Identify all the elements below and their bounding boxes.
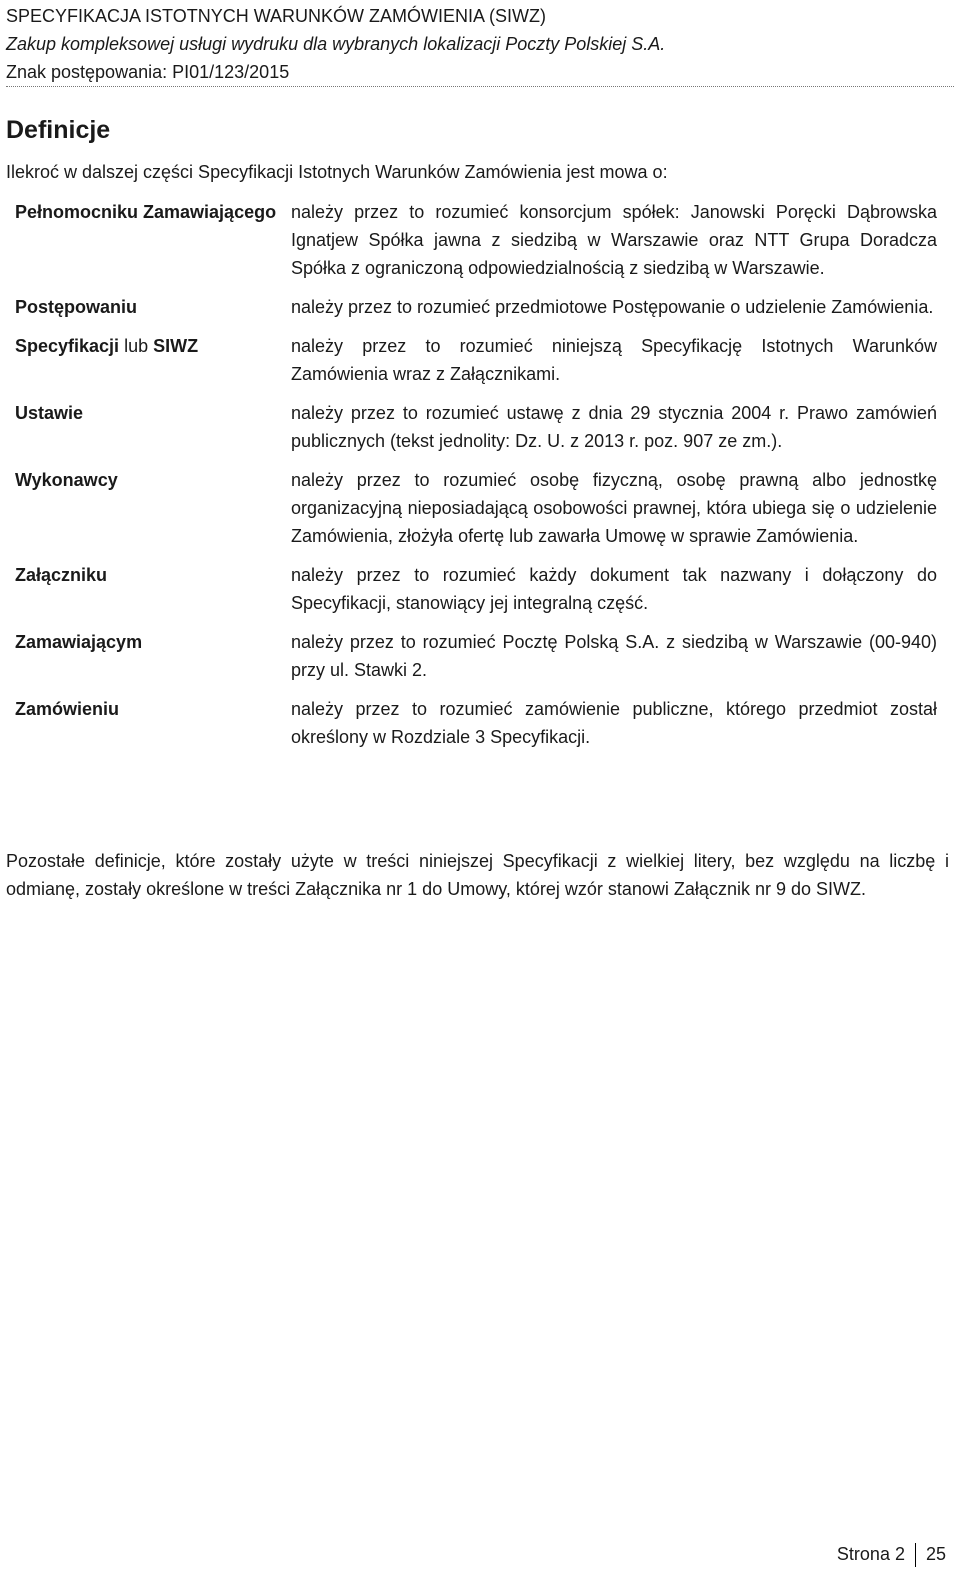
definition-text: należy przez to rozumieć niniejszą Specyfikację Istotnych Warunków Zamówienia wraz z Załącznikami. (291, 336, 937, 384)
definition-term: Zamawiającym (15, 632, 143, 652)
page-label: Strona 2 (836, 1544, 905, 1564)
definition-term: Zamówieniu (15, 699, 120, 719)
header-subject: Zakup kompleksowej usługi wydruku dla wybranych lokalizacji Poczty Polskiej S.A. (6, 34, 666, 54)
definition-row (15, 332, 937, 388)
header-divider (6, 86, 954, 87)
definition-term: SIWZ (153, 336, 199, 356)
page-footer (837, 1541, 946, 1567)
definition-term: Postępowaniu (15, 297, 138, 317)
definition-text: należy przez to rozumieć zamówienie publiczne, którego przedmiot został określony w Rozdziale 3 Specyfikacji. (291, 699, 937, 747)
definition-text: należy przez to rozumieć osobę fizyczną, osobę prawną albo jednostkę organizacyjną nieposiadającą osobowości prawnej, która ubiega się o udzielenie Zamówienia, złożyła ofertę lub zawarła Umowę w sprawie Zamówienia. (291, 470, 937, 546)
definition-row (15, 293, 937, 321)
definition-row (15, 561, 937, 617)
definition-term: Specyfikacji (15, 336, 120, 356)
definition-text: należy przez to rozumieć przedmiotowe Postępowanie o udzielenie Zamówienia. (291, 297, 934, 317)
definition-text: należy przez to rozumieć każdy dokument tak nazwany i dołączony do Specyfikacji, stanowiący jej integralną część. (291, 565, 937, 613)
header-title: SPECYFIKACJA ISTOTNYCH WARUNKÓW ZAMÓWIENIA (SIWZ) (6, 6, 547, 26)
definition-row (15, 198, 937, 282)
definition-row (15, 628, 937, 684)
definitions-list (15, 198, 937, 762)
definition-row (15, 399, 937, 455)
page-total: 25 (925, 1544, 946, 1564)
footer-separator (915, 1543, 916, 1567)
definition-row (15, 466, 937, 550)
definition-term: Załączniku (15, 565, 108, 585)
definition-text: należy przez to rozumieć ustawę z dnia 29 stycznia 2004 r. Prawo zamówień publicznych (tekst jednolity: Dz. U. z 2013 r. poz. 907 ze zm.). (291, 403, 937, 451)
definition-term-joiner: lub (119, 336, 154, 356)
definition-term: Pełnomocniku Zamawiającego (15, 202, 277, 222)
definition-text: należy przez to rozumieć konsorcjum spółek: Janowski Poręcki Dąbrowska Ignatjew Spółka jawna z siedzibą w Warszawie oraz NTT Grupa Doradcza Spółka z ograniczoną odpowiedzialnością z siedzibą w Warszawie. (291, 202, 937, 278)
document-header (6, 2, 954, 86)
definition-term: Ustawie (15, 403, 84, 423)
section-title: Definicje (6, 116, 111, 144)
header-reference: Znak postępowania: PI01/123/2015 (6, 62, 290, 82)
closing-paragraph: Pozostałe definicje, które zostały użyte w treści niniejszej Specyfikacji z wielkiej litery, bez względu na liczbę i odmianę, zostały określone w treści Załącznika nr 1 do Umowy, której wzór stanowi Załącznik nr 9 do SIWZ. (6, 851, 949, 899)
definition-row (15, 695, 937, 751)
definition-text: należy przez to rozumieć Pocztę Polską S.A. z siedzibą w Warszawie (00-940) przy ul. Stawki 2. (291, 632, 937, 680)
section-intro: Ilekroć w dalszej części Specyfikacji Istotnych Warunków Zamówienia jest mowa o: (6, 162, 668, 182)
definition-term: Wykonawcy (15, 470, 118, 490)
